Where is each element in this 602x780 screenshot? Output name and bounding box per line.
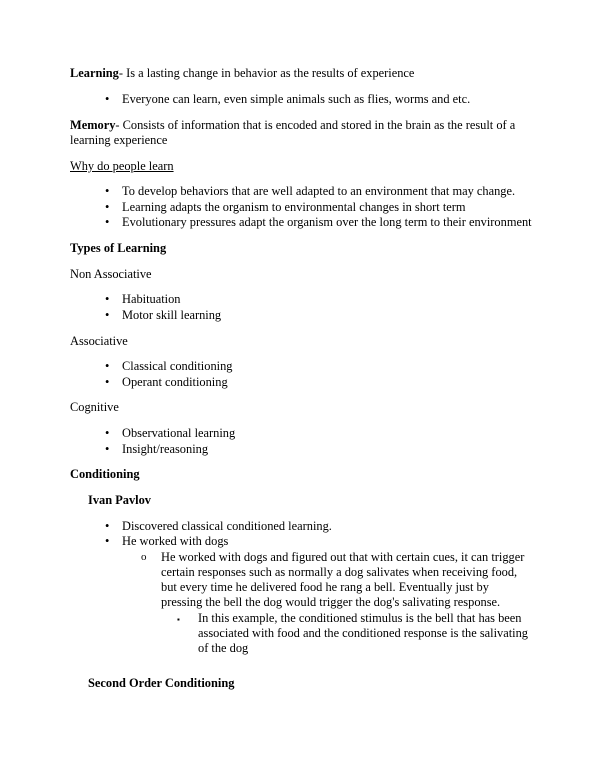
list-item-label: In this example, the conditioned stimulus is the bell that has been associated with food and the conditioned response is the salivating of the dog [198, 610, 528, 656]
list-item-label: Motor skill learning [122, 307, 222, 322]
list-item-label: Operant conditioning [122, 374, 228, 389]
list-item [105, 308, 532, 323]
group-label-cognitive: Cognitive [70, 400, 119, 415]
bullet-dot-icon: • [105, 534, 110, 549]
bullet-dot-icon: • [105, 292, 110, 307]
list-item-label: Observational learning [122, 426, 236, 441]
list-item [105, 215, 532, 230]
bullet-dot-icon: • [105, 199, 110, 214]
list-item [105, 184, 532, 199]
list-item [141, 550, 532, 611]
bullet-square-icon: ▪ [177, 614, 180, 624]
bullet-dot-icon: • [105, 215, 110, 230]
pavlov-list [70, 519, 532, 657]
learning-definition-paragraph [70, 66, 532, 81]
list-item [105, 92, 532, 107]
list-item [105, 200, 532, 215]
document-body [70, 66, 532, 691]
bullet-circle-icon: o [141, 550, 147, 563]
bullet-dot-icon: • [105, 441, 110, 456]
list-item [177, 611, 532, 657]
list-item [105, 442, 532, 457]
learning-definition-text: - Is a lasting change in behavior as the results of experience [118, 66, 415, 80]
second-order-conditioning-heading: Second Order Conditioning [88, 675, 235, 690]
list-item [105, 359, 532, 374]
bullet-dot-icon: • [105, 518, 110, 533]
memory-definition-paragraph [70, 118, 532, 149]
list-item-label: He worked with dogs [122, 534, 229, 549]
list-item-label: Everyone can learn, even simple animals such as flies, worms and etc. [122, 91, 471, 106]
ivan-pavlov-subheading: Ivan Pavlov [88, 493, 151, 508]
memory-term: Memory [70, 117, 116, 132]
bullet-dot-icon: • [105, 426, 110, 441]
list-item [105, 534, 532, 549]
learning-term: Learning [70, 66, 119, 80]
list-item [105, 519, 532, 534]
group-label-associative: Associative [70, 333, 128, 348]
conditioning-heading: Conditioning [70, 467, 140, 482]
why-learn-heading: Why do people learn [70, 158, 174, 173]
memory-definition-text: - Consists of information that is encoded and stored in the brain as the result of a learning experience [70, 117, 516, 147]
list-item-label: Discovered classical conditioned learning. [122, 518, 332, 533]
associative-list [70, 359, 532, 390]
list-item-label: Habituation [122, 292, 181, 307]
non-associative-list [70, 292, 532, 323]
why-learn-list [70, 184, 532, 230]
bullet-dot-icon: • [105, 184, 110, 199]
list-item-label: Classical conditioning [122, 359, 233, 374]
list-item-label: Learning adapts the organism to environmental changes in short term [122, 199, 466, 214]
list-item [105, 292, 532, 307]
types-of-learning-heading: Types of Learning [70, 240, 167, 255]
list-item-label: To develop behaviors that are well adapted to an environment that may change. [122, 184, 516, 199]
bullet-dot-icon: • [105, 359, 110, 374]
list-item [105, 375, 532, 390]
list-item-label: Insight/reasoning [122, 441, 209, 456]
list-item-label: Evolutionary pressures adapt the organism over the long term to their environment [122, 215, 532, 230]
cognitive-list [70, 426, 532, 457]
list-item [105, 426, 532, 441]
learning-bullet-list [70, 92, 532, 107]
bullet-dot-icon: • [105, 91, 110, 106]
list-item-label: He worked with dogs and figured out that with certain cues, it can trigger certain responses such as normally a dog salivates when receiving food, but every time he delivered food he rang a bell. Eventually just by pressing the bell the dog would trigger the dog's salivating response. [161, 549, 525, 610]
bullet-dot-icon: • [105, 307, 110, 322]
group-label-non-associative: Non Associative [70, 266, 152, 281]
bullet-dot-icon: • [105, 374, 110, 389]
